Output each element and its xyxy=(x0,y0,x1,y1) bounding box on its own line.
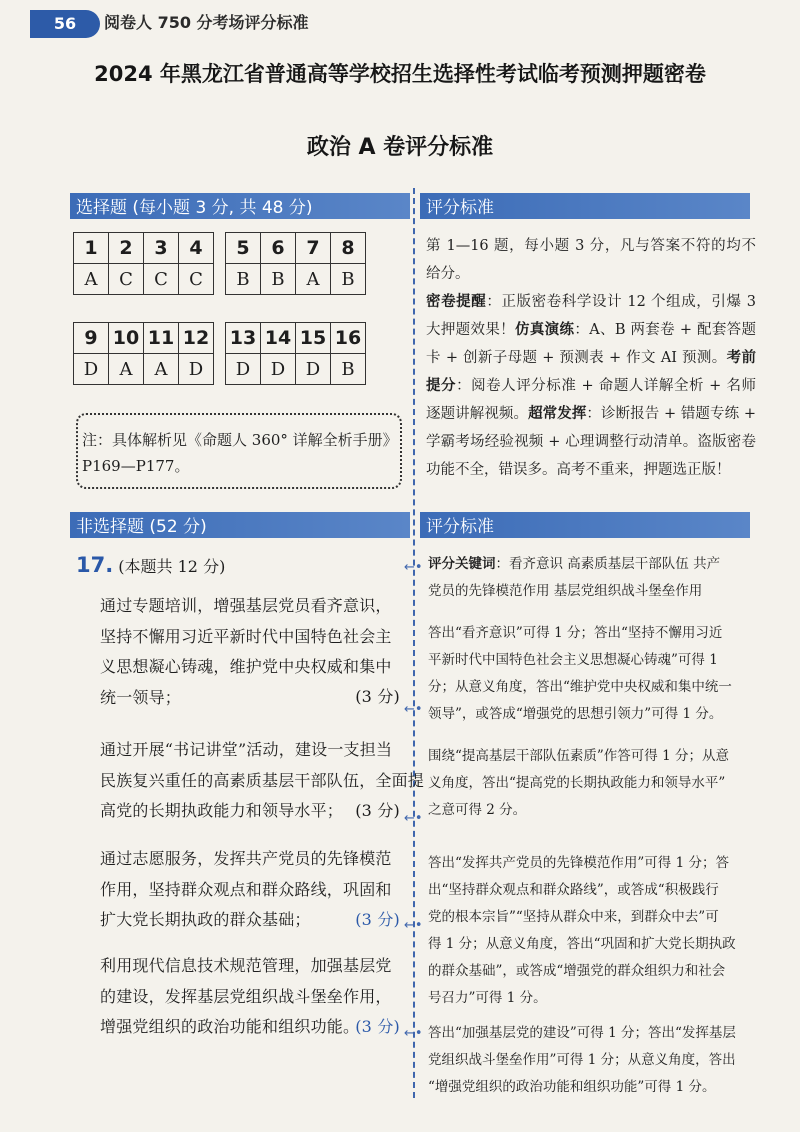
score-label: (3 分) xyxy=(355,910,400,929)
scoring-keywords xyxy=(428,551,753,605)
criterion-line: 出“坚持群众观点和群众路线”，或答成“积极践行 xyxy=(428,882,719,898)
q-answer: C xyxy=(144,264,179,295)
keywords-text: 党员的先锋模范作用 基层党组织战斗堡垒作用 xyxy=(428,583,703,599)
connector-arrow-icon: ←• xyxy=(404,702,423,717)
connector-arrow-icon: ←• xyxy=(404,1026,423,1041)
q-number: 7 xyxy=(296,233,331,264)
answer-line: 作用，坚持群众观点和群众路线，巩固和 xyxy=(100,879,392,899)
feature-label: 考前提分 xyxy=(426,350,756,394)
answer-line: 高党的长期执政能力和领导水平； xyxy=(100,801,344,820)
q-number: 16 xyxy=(331,323,366,354)
answer-table-3 xyxy=(73,322,214,385)
feature-text: ：A、B 两套卷 + 配套答题卡 + 创新子母题 + 预测表 + 作文 AI 预测。 xyxy=(426,322,756,366)
criterion-line: 领导”，或答成“增强党的思想引领力”可得 1 分。 xyxy=(428,706,723,722)
q-number: 1 xyxy=(74,233,109,264)
criterion-line: 义角度，答出“提高党的长期执政能力和领导水平” xyxy=(428,775,726,791)
column-divider xyxy=(413,188,415,1098)
tip-text: ：正版密卷科学设计 12 个组成，引爆 3 大押题效果！ xyxy=(426,294,757,338)
criterion-line: 的群众基础”，或答成“增强党的群众组织力和社会 xyxy=(428,963,726,979)
criterion-line: 分；从意义角度，答出“维护党中央权威和集中统一 xyxy=(428,679,732,695)
q-number: 4 xyxy=(179,233,214,264)
question-number: 17. xyxy=(76,553,114,577)
answer-line: 增强党组织的政治功能和组织功能。 xyxy=(100,1017,360,1036)
scoring-standard-label: 评分标准 xyxy=(426,517,494,537)
criterion-line: 之意可得 2 分。 xyxy=(428,802,527,818)
scoring-standard-bar-1 xyxy=(420,193,750,219)
connector-arrow-icon: ←• xyxy=(404,811,423,826)
answer-paragraph xyxy=(100,844,400,936)
feature-text: ：诊断报告 + 错题专练 + 学霸考场经验视频 + 心理调整行动清单。盗版密卷功能不全，错误多。高考不重来，押题选正版！ xyxy=(426,406,757,478)
answer-paragraph xyxy=(100,591,400,713)
q-answer: D xyxy=(226,354,261,385)
score-label: (3 分) xyxy=(355,801,400,820)
tip-label: 密卷提醒 xyxy=(426,294,487,310)
page-number: 56 xyxy=(30,10,100,38)
scoring-criterion xyxy=(428,850,753,1012)
document-title: 2024 年黑龙江省普通高等学校招生选择性考试临考预测押题密卷 xyxy=(94,62,706,86)
choice-section-bar xyxy=(70,193,410,219)
answer-line: 统一领导； xyxy=(100,687,182,707)
feature-label: 超常发挥 xyxy=(528,406,587,422)
nonchoice-section-label: 非选择题 (52 分) xyxy=(76,517,207,537)
q-answer: D xyxy=(261,354,296,385)
feature-text: ：阅卷人评分标准 + 命题人详解全析 + 名师逐题讲解视频。 xyxy=(426,378,757,422)
connector-arrow-icon: ←• xyxy=(404,560,423,575)
scoring-criterion xyxy=(428,1020,753,1101)
q-answer: A xyxy=(296,264,331,295)
answer-table-1 xyxy=(73,232,214,295)
q-number: 8 xyxy=(331,233,366,264)
running-header xyxy=(0,10,330,38)
q-number: 6 xyxy=(261,233,296,264)
keywords-label: 评分关键词 xyxy=(428,556,496,572)
q-answer: B xyxy=(331,354,366,385)
q-number: 13 xyxy=(226,323,261,354)
answer-table-4 xyxy=(225,322,366,385)
note-line: 注：具体解析见《命题人 360° 详解全析手册》 xyxy=(82,431,398,449)
running-title: 阅卷人 750 分考场评分标准 xyxy=(104,13,309,32)
criterion-line: 号召力”可得 1 分。 xyxy=(428,990,547,1006)
question-note: (本题共 12 分) xyxy=(118,557,226,576)
q-number: 9 xyxy=(74,323,109,354)
q-number: 15 xyxy=(296,323,331,354)
answer-line: 扩大党长期执政的群众基础； xyxy=(100,910,311,929)
nonchoice-section-bar xyxy=(70,512,410,538)
answer-paragraph xyxy=(100,951,400,1043)
criterion-line: 答出“发挥共产党员的先锋模范作用”可得 1 分；答 xyxy=(428,855,729,871)
q-answer: D xyxy=(74,354,109,385)
explanation-note xyxy=(76,413,402,489)
q-answer: C xyxy=(109,264,144,295)
q-answer: C xyxy=(179,264,214,295)
scoring-criterion xyxy=(428,743,753,824)
answer-table-2 xyxy=(225,232,366,295)
connector-arrow-icon: ←• xyxy=(404,918,423,933)
keywords-text: ：看齐意识 高素质基层干部队伍 共产 xyxy=(495,556,721,572)
criterion-line: 得 1 分；从意义角度，答出“巩固和扩大党长期执政 xyxy=(428,936,736,952)
scoring-standard-label: 评分标准 xyxy=(426,198,494,218)
criterion-line: 党的根本宗旨”“坚持从群众中来，到群众中去”可 xyxy=(428,909,719,925)
answer-line: 的建设，发挥基层党组织战斗堡垒作用， xyxy=(100,986,392,1006)
q-number: 3 xyxy=(144,233,179,264)
note-line: P169—P177。 xyxy=(82,457,190,475)
scoring-standard-bar-2 xyxy=(420,512,750,538)
answer-line: 通过专题培训，增强基层党员看齐意识， xyxy=(100,596,392,615)
q-answer: B xyxy=(331,264,366,295)
q-answer: B xyxy=(261,264,296,295)
q-number: 14 xyxy=(261,323,296,354)
q-number: 2 xyxy=(109,233,144,264)
criterion-line: 答出“看齐意识”可得 1 分；答出“坚持不懈用习近 xyxy=(428,625,723,641)
q-answer: D xyxy=(296,354,331,385)
criterion-line: 党组织战斗堡垒作用”可得 1 分；从意义角度，答出 xyxy=(428,1052,736,1068)
score-label: (3 分) xyxy=(355,687,400,706)
document-subtitle: 政治 A 卷评分标准 xyxy=(306,135,494,160)
answer-line: 义思想凝心铸魂，维护党中央权威和集中 xyxy=(100,657,392,676)
criterion-line: 平新时代中国特色社会主义思想凝心铸魂”可得 1 xyxy=(428,652,718,668)
standard-line: 第 1—16 题，每小题 3 分，凡与答案不符的均不给分。 xyxy=(426,238,756,282)
q-answer: A xyxy=(109,354,144,385)
q-number: 12 xyxy=(179,323,214,354)
feature-label: 仿真演练 xyxy=(515,322,575,338)
answer-line: 民族复兴重任的高素质基层干部队伍，全面提 xyxy=(100,770,425,790)
scoring-criterion xyxy=(428,620,753,728)
criterion-line: 答出“加强基层党的建设”可得 1 分；答出“发挥基层 xyxy=(428,1025,736,1041)
answer-line: 坚持不懈用习近平新时代中国特色社会主 xyxy=(100,626,392,646)
q-number: 11 xyxy=(144,323,179,354)
q-answer: A xyxy=(74,264,109,295)
criterion-line: 围绕“提高基层干部队伍素质”作答可得 1 分；从意 xyxy=(428,748,729,764)
question-heading xyxy=(76,553,225,577)
choice-section-label: 选择题 (每小题 3 分, 共 48 分) xyxy=(76,198,313,218)
q-number: 5 xyxy=(226,233,261,264)
score-label: (3 分) xyxy=(355,1017,400,1036)
answer-paragraph xyxy=(100,735,425,827)
answer-line: 利用现代信息技术规范管理，加强基层党 xyxy=(100,956,392,975)
answer-line: 通过志愿服务，发挥共产党员的先锋模范 xyxy=(100,849,392,868)
q-number: 10 xyxy=(109,323,144,354)
scoring-standard-text-1 xyxy=(426,232,756,484)
criterion-line: “增强党组织的政治功能和组织功能”可得 1 分。 xyxy=(428,1079,716,1095)
q-answer: A xyxy=(144,354,179,385)
q-answer: D xyxy=(179,354,214,385)
q-answer: B xyxy=(226,264,261,295)
answer-line: 通过开展“书记讲堂”活动，建设一支担当 xyxy=(100,740,393,759)
